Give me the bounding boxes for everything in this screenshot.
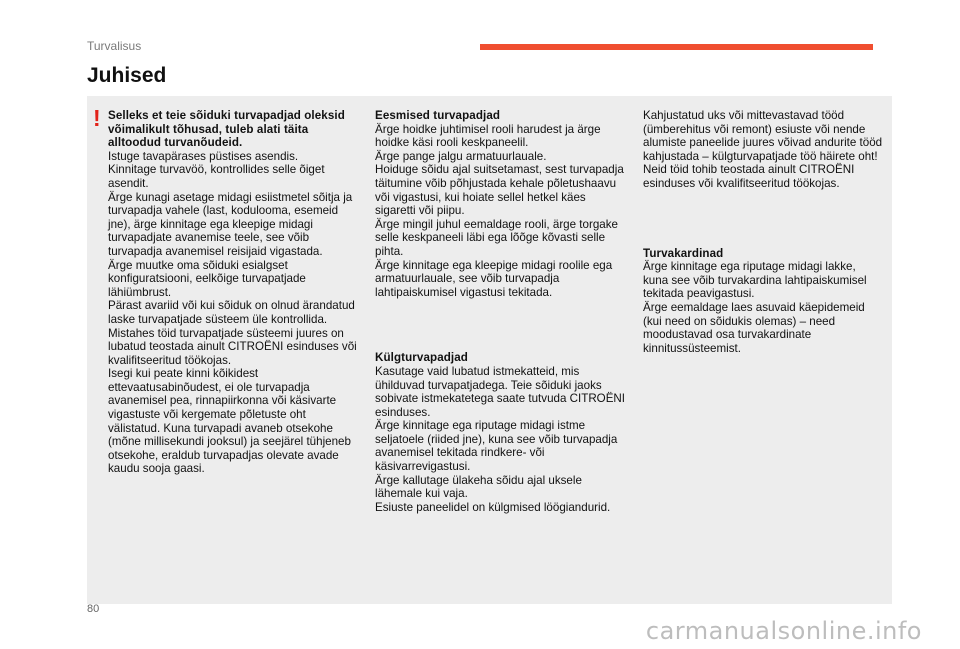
front-airbags-paragraph: Ärge hoidke juhtimisel rooli harudest ja ärge hoidke käsi rooli keskpaneelil. — [375, 122, 601, 150]
front-airbags-section — [375, 109, 627, 299]
curtain-airbags-section — [643, 247, 883, 356]
curtain-airbags-heading: Turvakardinad — [643, 246, 724, 260]
side-airbags-section — [375, 351, 627, 514]
side-airbags-heading: Külgturvapadjad — [375, 351, 468, 365]
right-column — [643, 109, 883, 355]
front-airbags-paragraph: Ärge kinnitage ega kleepige midagi roolile ega armatuurlauale, see võib turvapadja lahtipaiskumisel vigastusi tekitada. — [375, 258, 613, 299]
warning-paragraph: Kinnitage turvavöö, kontrollides selle õiget asendit. — [108, 163, 325, 190]
side-airbags-paragraph: Ärge kallutage ülakeha sõidu ajal uksele lähemale kui vaja. — [375, 473, 582, 501]
warning-paragraph: Ärge kunagi asetage midagi esiistmetel sõitja ja turvapadja vahele (last, koduloomа, esemeid jne), ärge kinnitage ega kleepige midagi turvapadjate avanemise teele, see võib turvapadja avanemisel reisijaid vigastada. — [108, 190, 353, 258]
warning-paragraph: Pärast avariid või kui sõiduk on olnud ärandatud laske turvapatjade süsteem üle kontrollida. — [108, 299, 355, 326]
warning-paragraph: Istuge tavapärases püstises asendis. — [108, 149, 299, 163]
warning-paragraph: Isegi kui peate kinni kõikidest ettevaatusabinõudest, ei ole turvapadja avanemisel pea, rinnapiirkonna või käsivarte vigastuste või kergemate põletuste oht välistatud. Kuna turvapadi avaneb otsekohe (mõne millisekundi jooksul) ja seejärel tühjeneb otsekohe, eraldub turvapadjas olevate avade kaudu sooja gaasi. — [108, 367, 351, 476]
warning-paragraph: Ärge muutke oma sõiduki esialgset konfiguratsiooni, eelkõige turvapatjade lähiümbrust. — [108, 258, 306, 299]
warning-column — [108, 109, 358, 476]
front-airbags-paragraph: Ärge pange jalgu armatuurlauale. — [375, 149, 547, 163]
watermark: carmanualsonline.info — [645, 617, 922, 645]
curtain-airbags-paragraph: Ärge eemaldage laes asuvaid käepidemeid (kui need on sõidukis olemas) – need moodustavad osa turvakardinate kinnitussüsteemist. — [643, 300, 865, 355]
middle-column — [375, 109, 627, 514]
header-accent-bar — [480, 44, 873, 50]
side-airbags-paragraph: Kasutage vaid lubatud istmekatteid, mis ühilduvad turvapatjadega. Teie sõiduki jaoks sobivate istmekatetega saate tutvuda CITROËNI esinduses. — [375, 364, 626, 419]
curtain-airbags-paragraph: Ärge kinnitage ega riputage midagi lakke, kuna see võib turvakardina lahtipaiskumisel tekitada peavigastusi. — [643, 260, 867, 301]
warning-paragraph: Mistahes töid turvapatjade süsteemi juures on lubatud teostada ainult CITROËNI esinduses või kvalifitseeritud töökojas. — [108, 326, 357, 367]
front-airbags-heading: Eesmised turvapadjad — [375, 109, 501, 122]
page-number: 80 — [87, 603, 100, 615]
side-airbags-paragraph: Ärge kinnitage ega riputage midagi istme seljatoele (riided jne), kuna see võib turvapadja avanemisel tekitada rindkere- või käsivarrevigastusi. — [375, 419, 618, 474]
side-airbags-continued — [643, 109, 883, 191]
warning-heading: Selleks et teie sõiduki turvapadjad oleksid võimalikult tõhusad, tuleb alati täita alltoodud turvanõudeid. — [108, 109, 345, 150]
page-title: Juhised — [87, 64, 167, 87]
side-airbags-cont-paragraph: Neid töid tohib teostada ainult CITROËNI esinduses või kvalifitseeritud töökojas. — [643, 163, 855, 190]
side-airbags-cont-paragraph: Kahjustatud uks või mittevastavad tööd (ümberehitus või remont) esiuste või nende alumiste paneelide juures võivad andurite tööd kahjustada – külgturvapatjade töö häirete oht! — [643, 109, 883, 163]
front-airbags-paragraph: Ärge mingil juhul eemaldage rooli, ärge torgake selle keskpaneeli läbi ega lõõge kõvasti selle pihta. — [375, 217, 618, 258]
exclamation-icon: ! — [93, 105, 101, 131]
front-airbags-paragraph: Hoiduge sõidu ajal suitsetamast, sest turvapadja täitumine võib põhjustada kehale põletushaavu või vigastusi, kui hoiate sellel hetkel käes sigaretti või piipu. — [375, 163, 624, 218]
side-airbags-paragraph: Esiuste paneelidel on külgmised löögiandurid. — [375, 500, 611, 514]
section-label: Turvalisus — [87, 39, 142, 53]
